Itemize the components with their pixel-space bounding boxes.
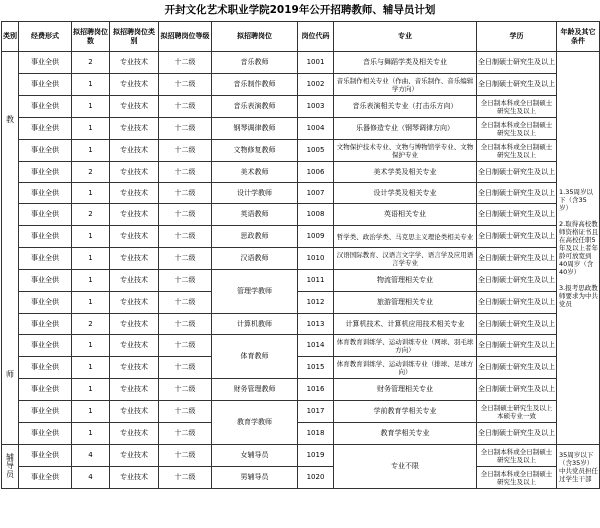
cell-position: 美术教师: [212, 162, 298, 183]
cell-position: 钢琴调律教师: [212, 118, 298, 140]
header-funding: 经费形式: [19, 22, 72, 52]
table-row: [2, 140, 600, 162]
cell-code: 1015: [298, 357, 334, 379]
cell-type: 专业技术: [110, 183, 159, 204]
table-row: [2, 183, 600, 204]
cell-count: 1: [72, 270, 110, 292]
cell-funding: 事业全供: [19, 401, 72, 423]
cell-funding: 事业全供: [19, 183, 72, 204]
cell-major: 体育教育训练学、运动训练专业（网球、羽毛球方向）: [334, 335, 477, 357]
cell-education: 全日制硕士研究生及以上: [477, 162, 557, 183]
cell-position: 女辅导员: [212, 445, 298, 467]
cell-grade: 十二级: [159, 270, 212, 292]
cell-grade: 十二级: [159, 118, 212, 140]
cell-education: 全日制本科或全日制硕士研究生及以上: [477, 96, 557, 118]
cell-type: 专业技术: [110, 335, 159, 357]
cell-major: 音乐与舞蹈学类及相关专业: [334, 52, 477, 74]
cell-count: 1: [72, 96, 110, 118]
cell-education: 全日制本科或全日制硕士研究生及以上: [477, 467, 557, 489]
cell-code: 1019: [298, 445, 334, 467]
cell-count: 2: [72, 52, 110, 74]
table-row: [2, 423, 600, 445]
cell-position: 音乐表演教师: [212, 96, 298, 118]
cell-education: 全日制本科或全日制硕士研究生及以上: [477, 118, 557, 140]
cell-code: 1014: [298, 335, 334, 357]
cell-funding: 事业全供: [19, 118, 72, 140]
cell-funding: 事业全供: [19, 314, 72, 335]
cell-grade: 十二级: [159, 314, 212, 335]
cell-position: 设计学教师: [212, 183, 298, 204]
cell-education: 全日制硕士研究生及以上: [477, 52, 557, 74]
cell-grade: 十二级: [159, 162, 212, 183]
cell-type: 专业技术: [110, 96, 159, 118]
cell-major: 体育教育训练学、运动训练专业（排球、足球方向）: [334, 357, 477, 379]
cell-education: 全日制硕士研究生及以上: [477, 226, 557, 248]
cell-major: 设计学类及相关专业: [334, 183, 477, 204]
cell-position: 英语教师: [212, 204, 298, 226]
cell-grade: 十二级: [159, 292, 212, 314]
cell-code: 1007: [298, 183, 334, 204]
page-title: 开封文化艺术职业学院2019年公开招聘教师、辅导员计划: [164, 4, 436, 16]
cell-funding: 事业全供: [19, 204, 72, 226]
cell-funding: 事业全供: [19, 445, 72, 467]
cell-type: 专业技术: [110, 162, 159, 183]
cell-type: 专业技术: [110, 423, 159, 445]
cell-position: 思政教师: [212, 226, 298, 248]
table-row: [2, 379, 600, 401]
header-type: 拟招聘岗位类别: [110, 22, 159, 52]
cell-funding: 事业全供: [19, 96, 72, 118]
table-row: [2, 335, 600, 357]
cell-code: 1002: [298, 74, 334, 96]
table-row: [2, 248, 600, 270]
cell-count: 1: [72, 401, 110, 423]
cell-code: 1008: [298, 204, 334, 226]
cell-education: 全日制硕士研究生及以上: [477, 357, 557, 379]
cell-count: 2: [72, 314, 110, 335]
cell-major: 旅游管理相关专业: [334, 292, 477, 314]
cell-type: 专业技术: [110, 226, 159, 248]
cell-position: 管理学教师: [212, 270, 298, 314]
cell-grade: 十二级: [159, 140, 212, 162]
cell-education: 全日制本科或全日制硕士研究生及以上: [477, 445, 557, 467]
cell-funding: 事业全供: [19, 270, 72, 292]
cell-grade: 十二级: [159, 335, 212, 357]
cell-type: 专业技术: [110, 445, 159, 467]
cell-code: 1017: [298, 401, 334, 423]
cell-type: 专业技术: [110, 248, 159, 270]
cell-type: 专业技术: [110, 270, 159, 292]
cell-count: 1: [72, 140, 110, 162]
cell-type: 专业技术: [110, 467, 159, 489]
header-row: [2, 22, 600, 52]
cell-code: 1016: [298, 379, 334, 401]
header-conditions: 年龄及其它条件: [557, 22, 600, 52]
cell-count: 1: [72, 335, 110, 357]
cell-count: 1: [72, 423, 110, 445]
conditions-teacher: 1.35周岁以下（含35岁） 2.取得高校教师资格证书且在高校任职5年及以上者年龄可放宽到40周岁（含40岁） 3.报考思政教师要求为中共党员: [557, 52, 600, 445]
cell-grade: 十二级: [159, 445, 212, 467]
table-row: [2, 226, 600, 248]
cell-code: 1018: [298, 423, 334, 445]
cell-position: 计算机教师: [212, 314, 298, 335]
table-row: [2, 401, 600, 423]
cell-education: 全日制硕士研究生及以上: [477, 248, 557, 270]
table-row: [2, 270, 600, 292]
cell-funding: 事业全供: [19, 248, 72, 270]
cell-count: 1: [72, 379, 110, 401]
cell-funding: 事业全供: [19, 467, 72, 489]
cell-education: 全日制硕士研究生及以上: [477, 183, 557, 204]
table-row: [2, 52, 600, 74]
cell-position: 音乐教师: [212, 52, 298, 74]
cell-count: 1: [72, 183, 110, 204]
cell-major: 学前教育学相关专业: [334, 401, 477, 423]
cell-grade: 十二级: [159, 183, 212, 204]
cell-education: 全日制硕士研究生及以上: [477, 314, 557, 335]
cell-code: 1003: [298, 96, 334, 118]
cell-funding: 事业全供: [19, 335, 72, 357]
cell-count: 2: [72, 204, 110, 226]
cell-grade: 十二级: [159, 52, 212, 74]
cell-count: 1: [72, 226, 110, 248]
table-row: [2, 357, 600, 379]
cell-type: 专业技术: [110, 140, 159, 162]
cell-count: 4: [72, 467, 110, 489]
cell-major: 计算机技术、计算机应用技术相关专业: [334, 314, 477, 335]
cell-funding: 事业全供: [19, 162, 72, 183]
cell-funding: 事业全供: [19, 379, 72, 401]
cell-count: 1: [72, 118, 110, 140]
cell-position: 男辅导员: [212, 467, 298, 489]
cell-position: 体育教师: [212, 335, 298, 379]
cell-major: 汉语国际教育、汉语言文字学、语言学及应用语言学专业: [334, 248, 477, 270]
cell-major: 音乐制作相关专业（作曲、音乐制作、音乐编辑学方向）: [334, 74, 477, 96]
cell-major: 财务管理相关专业: [334, 379, 477, 401]
conditions-counselor: 35周岁以下（含35岁）中共党员担任过学生干部: [557, 445, 600, 489]
cell-funding: 事业全供: [19, 226, 72, 248]
table-row: [2, 118, 600, 140]
cell-grade: 十二级: [159, 357, 212, 379]
cell-position: 音乐制作教师: [212, 74, 298, 96]
cell-major: 美术学类及相关专业: [334, 162, 477, 183]
cell-funding: 事业全供: [19, 52, 72, 74]
header-count: 拟招聘岗位数: [72, 22, 110, 52]
cell-education: 全日制硕士研究生及以上: [477, 204, 557, 226]
cell-count: 1: [72, 357, 110, 379]
cell-position: 教育学教师: [212, 401, 298, 445]
cell-major: 物流管理相关专业: [334, 270, 477, 292]
cell-code: 1011: [298, 270, 334, 292]
cell-type: 专业技术: [110, 379, 159, 401]
cell-type: 专业技术: [110, 292, 159, 314]
cell-count: 2: [72, 162, 110, 183]
cell-count: 1: [72, 292, 110, 314]
recruitment-table: [1, 21, 600, 489]
header-position: 拟招聘岗位: [212, 22, 298, 52]
cell-code: 1006: [298, 162, 334, 183]
table-row: [2, 162, 600, 183]
header-category: 类别: [2, 22, 19, 52]
cell-position: 汉语教师: [212, 248, 298, 270]
cell-major: 教育学相关专业: [334, 423, 477, 445]
cell-type: 专业技术: [110, 357, 159, 379]
header-major: 专业: [334, 22, 477, 52]
table-row: [2, 292, 600, 314]
cell-major: 哲学类、政治学类、马克思主义理论类相关专业: [334, 226, 477, 248]
cell-code: 1004: [298, 118, 334, 140]
cell-major: 英语相关专业: [334, 204, 477, 226]
cell-count: 1: [72, 248, 110, 270]
cell-education: 全日制硕士研究生及以上: [477, 423, 557, 445]
cell-major: 文物保护技术专业、文物与博物馆学专业、文物保护专业: [334, 140, 477, 162]
header-code: 岗位代码: [298, 22, 334, 52]
cell-funding: 事业全供: [19, 292, 72, 314]
table-row: [2, 74, 600, 96]
cell-grade: 十二级: [159, 204, 212, 226]
cell-code: 1020: [298, 467, 334, 489]
cell-grade: 十二级: [159, 226, 212, 248]
header-education: 学历: [477, 22, 557, 52]
cell-education: 全日制硕士研究生及以上: [477, 74, 557, 96]
cell-code: 1001: [298, 52, 334, 74]
cell-type: 专业技术: [110, 74, 159, 96]
cell-type: 专业技术: [110, 401, 159, 423]
cell-code: 1013: [298, 314, 334, 335]
cell-type: 专业技术: [110, 314, 159, 335]
cell-major: 音乐表演相关专业（打击乐方向）: [334, 96, 477, 118]
cell-position: 财务管理教师: [212, 379, 298, 401]
cell-grade: 十二级: [159, 401, 212, 423]
cell-position: 文物修复教师: [212, 140, 298, 162]
cell-grade: 十二级: [159, 248, 212, 270]
cell-funding: 事业全供: [19, 357, 72, 379]
cell-code: 1009: [298, 226, 334, 248]
table-row: [2, 467, 600, 489]
cell-funding: 事业全供: [19, 74, 72, 96]
cell-grade: 十二级: [159, 467, 212, 489]
cell-grade: 十二级: [159, 379, 212, 401]
cell-funding: 事业全供: [19, 140, 72, 162]
cell-count: 4: [72, 445, 110, 467]
cell-funding: 事业全供: [19, 423, 72, 445]
cell-type: 专业技术: [110, 52, 159, 74]
cell-code: 1012: [298, 292, 334, 314]
table-row: [2, 445, 600, 467]
cell-major: 乐器修造专业（钢琴调律方向）: [334, 118, 477, 140]
cell-code: 1005: [298, 140, 334, 162]
cell-education: 全日制硕士研究生及以上本硕专业一致: [477, 401, 557, 423]
cell-type: 专业技术: [110, 204, 159, 226]
cell-code: 1010: [298, 248, 334, 270]
header-grade: 拟招聘岗位等级: [159, 22, 212, 52]
category-counselor: 辅导员: [2, 445, 19, 489]
table-row: [2, 314, 600, 335]
cell-grade: 十二级: [159, 96, 212, 118]
cell-grade: 十二级: [159, 423, 212, 445]
cell-education: 全日制硕士研究生及以上: [477, 270, 557, 292]
cell-type: 专业技术: [110, 118, 159, 140]
cell-education: 全日制本科或全日制硕士研究生及以上: [477, 140, 557, 162]
category-teacher: 教 师: [2, 52, 19, 445]
cell-grade: 十二级: [159, 74, 212, 96]
cell-education: 全日制硕士研究生及以上: [477, 292, 557, 314]
table-row: [2, 204, 600, 226]
cell-education: 全日制硕士研究生及以上: [477, 379, 557, 401]
cell-count: 1: [72, 74, 110, 96]
table-row: [2, 96, 600, 118]
cell-education: 全日制硕士研究生及以上: [477, 335, 557, 357]
cell-major: 专业不限: [334, 445, 477, 489]
